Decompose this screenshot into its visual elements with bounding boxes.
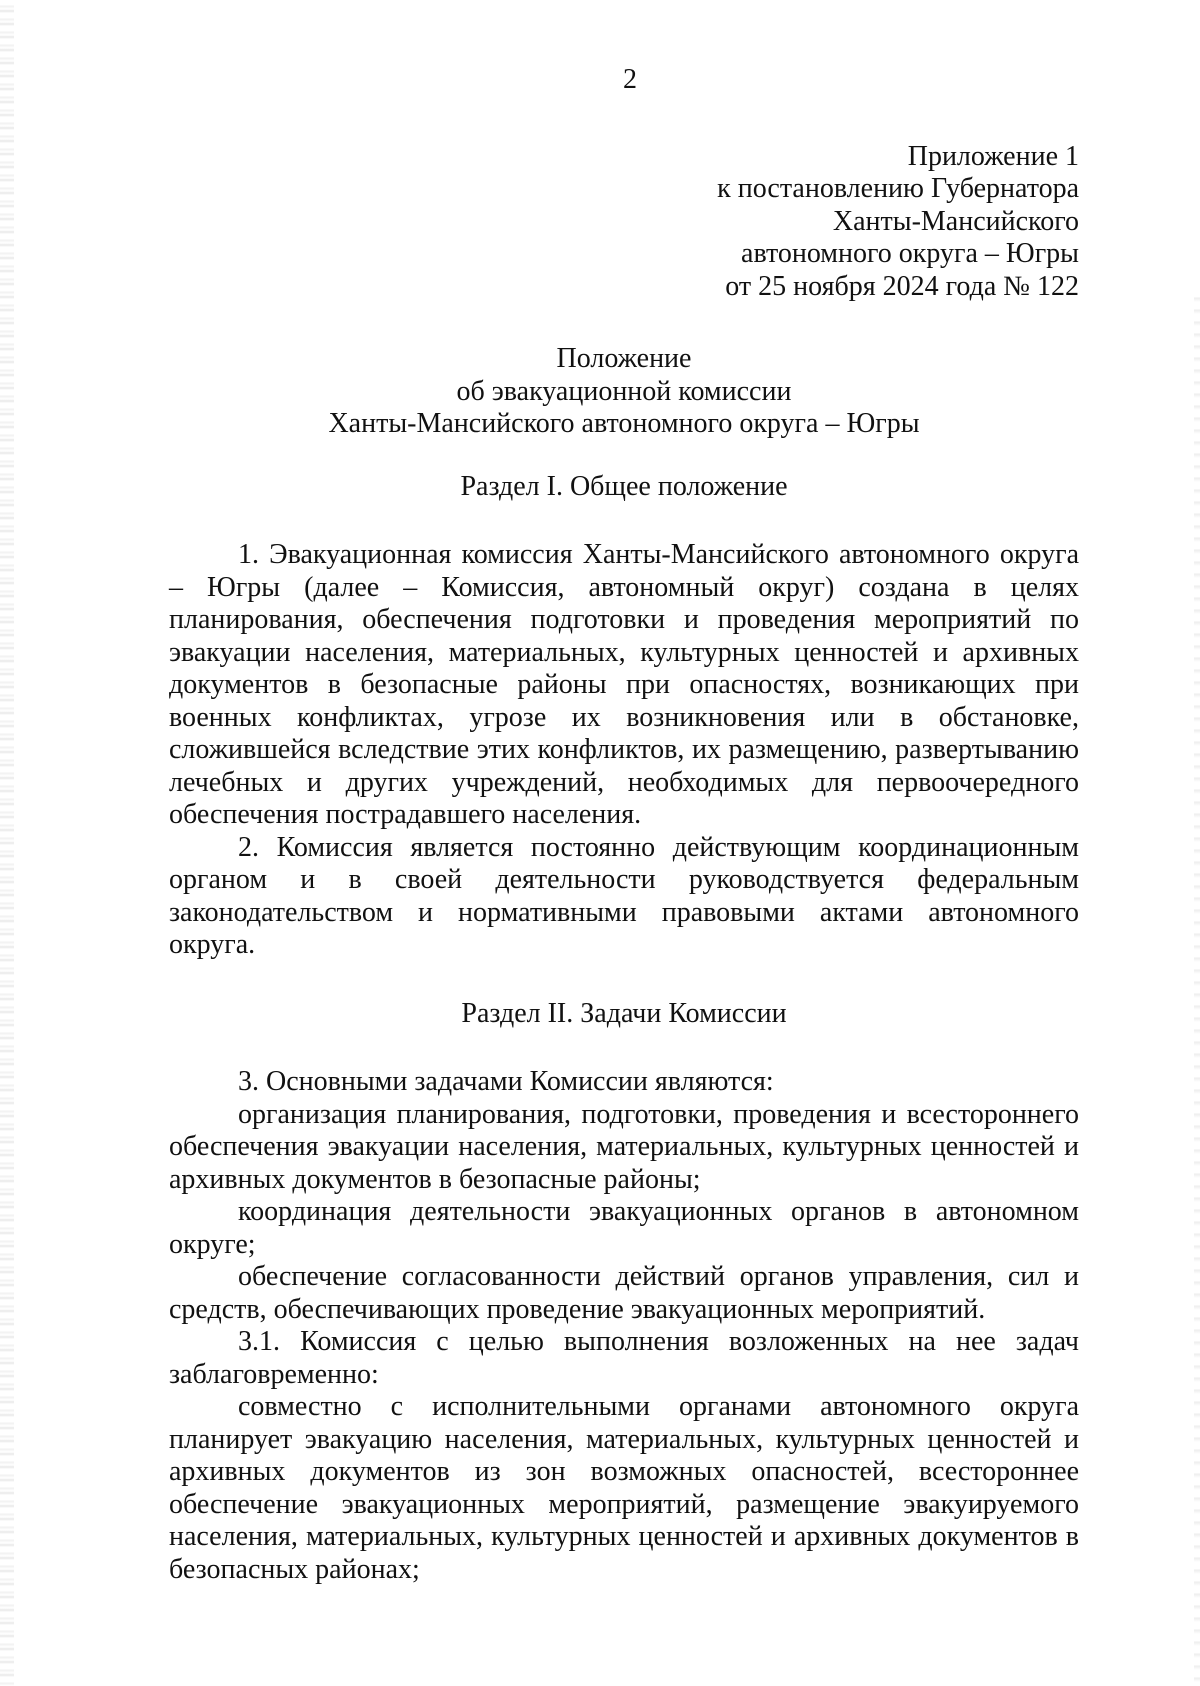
paragraph-task-planning: организация планирования, подготовки, проведения и всестороннего обеспечения эвакуации населения, материальных, культурных ценностей и архивных документов в безопасные районы;	[169, 1098, 1079, 1195]
title-line: Положение	[556, 343, 692, 374]
title-line: об эвакуационной комиссии	[456, 375, 792, 407]
section-heading-1: Раздел I. Общее положение	[460, 470, 788, 502]
scan-edge-left	[0, 0, 14, 1686]
paragraph-1: 1. Эвакуационная комиссия Ханты-Мансийского автономного округа – Югры (далее – Комиссия, автономный округ) создана в целях планирования, обеспечения подготовки и проведения мероприятий по эвакуации населения, материальных, культурных ценностей и архивных документов в безопасные районы при опасностях, возникающих при военных конфликтах, угрозе их возникновения или в обстановке, сложившейся вследствие этих конфликтов, их размещению, развертыванию лечебных и других учреждений, необходимых для первоочередного обеспечения пострадавшего населения.	[169, 539, 1079, 830]
paragraph-joint-planning: совместно с исполнительными органами автономного округа планирует эвакуацию населения, материальных, культурных ценностей и архивных документов из зон возможных опасностей, всестороннее обеспечение эвакуационных мероприятий, размещение эвакуируемого населения, материальных, культурных ценностей и архивных документов в безопасных районах;	[169, 1391, 1079, 1585]
appendix-line: Ханты-Мансийского	[832, 205, 1079, 237]
section-heading-2: Раздел II. Задачи Комиссии	[461, 997, 787, 1029]
paragraph-task-consistency: обеспечение согласованности действий органов управления, сил и средств, обеспечивающих проведение эвакуационных мероприятий.	[169, 1261, 1079, 1325]
appendix-block	[169, 141, 1079, 304]
document-page	[169, 64, 1079, 1586]
title-line: Ханты-Мансийского автономного округа – Югры	[328, 408, 920, 439]
appendix-line: Приложение 1	[907, 140, 1079, 172]
appendix-line: к постановлению Губернатора	[717, 173, 1079, 204]
paragraph-3: 3. Основными задачами Комиссии являются:	[238, 1066, 774, 1097]
page-number: 2	[623, 64, 637, 95]
paragraph-2: 2. Комиссия является постоянно действующим координационным органом и в своей деятельности руководствуется федеральным законодательством и нормативными правовыми актами автономного округа.	[169, 831, 1079, 960]
paragraph-task-coordination: координация деятельности эвакуационных органов в автономном округе;	[169, 1196, 1079, 1260]
document-title	[169, 343, 1079, 441]
appendix-line: автономного округа – Югры	[741, 238, 1079, 269]
appendix-line: от 25 ноября 2024 года № 122	[725, 270, 1079, 302]
paragraph-3-1: 3.1. Комиссия с целью выполнения возложенных на нее задач заблаговременно:	[169, 1326, 1079, 1390]
scan-edge-right	[1194, 290, 1200, 1686]
